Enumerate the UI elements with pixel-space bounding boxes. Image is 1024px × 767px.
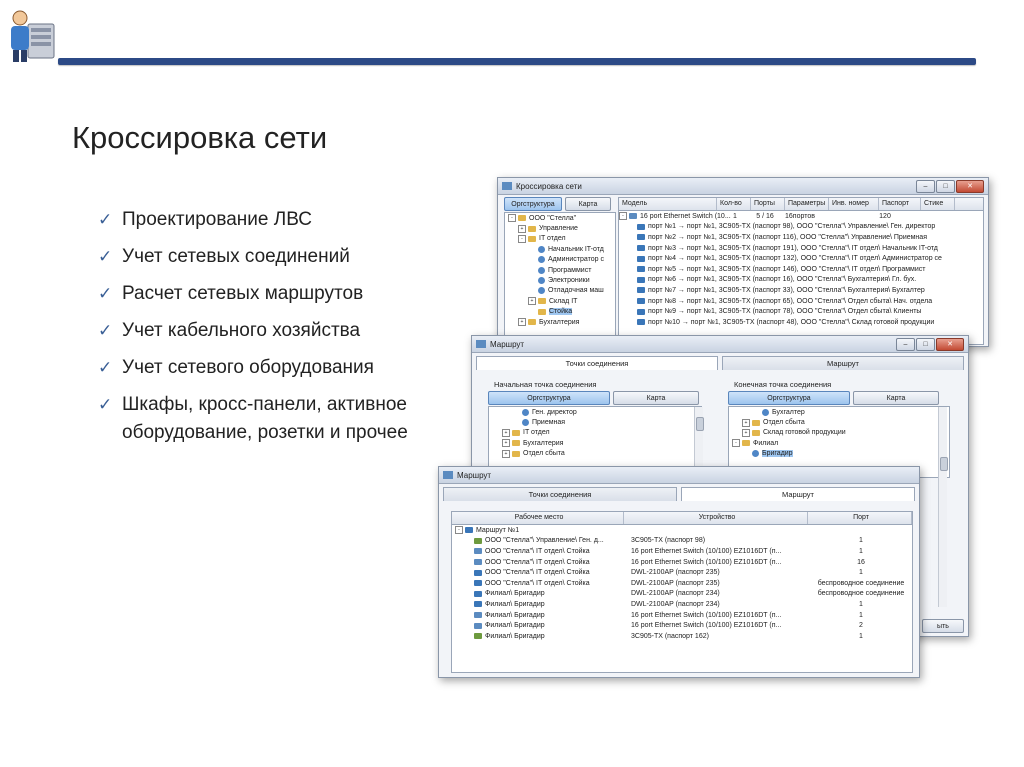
page-title: Кроссировка сети: [72, 120, 328, 155]
port-row[interactable]: [619, 243, 983, 254]
column-header[interactable]: Кол-во: [717, 198, 751, 210]
tree-node-label: Управление: [539, 225, 578, 233]
cable-icon: [637, 309, 645, 315]
route-icon: [465, 527, 473, 533]
tree-node-label: Начальник IT-отд: [548, 245, 604, 253]
tree-node[interactable]: [729, 417, 949, 427]
tree-node[interactable]: [505, 213, 615, 223]
cable-icon: [637, 266, 645, 272]
port-cell: 1: [859, 537, 863, 545]
workplace-cell: Филиал\ Бригадир: [485, 590, 545, 598]
expand-toggle[interactable]: +: [502, 429, 510, 437]
route-row[interactable]: [452, 546, 912, 557]
route-root-row[interactable]: - Маршрут №1: [452, 525, 912, 536]
cable-icon: [637, 224, 645, 230]
port-row[interactable]: [619, 296, 983, 307]
port-connection-text: порт №4 → порт №1, 3C905-TX (паспорт 132), ООО "Стелла"\ IT отдел\ Администратор се: [648, 255, 942, 263]
column-header[interactable]: Порты: [751, 198, 785, 210]
collapse-toggle[interactable]: -: [619, 212, 627, 220]
start-point-label: Начальная точка соединения: [494, 380, 597, 389]
port-row[interactable]: [619, 317, 983, 328]
column-header[interactable]: Параметры: [785, 198, 829, 210]
port-connection-text: порт №3 → порт №1, 3C905-TX (паспорт 191), ООО "Стелла"\ IT отдел\ Начальник IT-отд: [648, 244, 938, 252]
switch-icon: [474, 548, 482, 554]
tree-node[interactable]: [729, 407, 949, 417]
device-cell: 16 port Ethernet Switch (10/100) EZ1016DT (п...: [631, 547, 782, 555]
tree-node-label: Склад IT: [549, 297, 578, 305]
person-icon: [538, 267, 545, 274]
expand-toggle[interactable]: -: [518, 235, 526, 243]
map-button[interactable]: Карта: [613, 391, 699, 405]
column-header[interactable]: Стике: [921, 198, 955, 210]
scroll-thumb[interactable]: [696, 417, 704, 431]
tree-node-label: Ген. директор: [532, 408, 577, 416]
cable-icon: [637, 319, 645, 325]
route-row[interactable]: [452, 599, 912, 610]
orgstructure-button[interactable]: Оргструктура: [728, 391, 850, 405]
switch-icon: [474, 623, 482, 629]
tree-node[interactable]: [505, 286, 615, 296]
route-row[interactable]: [452, 620, 912, 631]
port-connection-text: порт №8 → порт №1, 3C905-TX (паспорт 65), ООО "Стелла"\ Отдел сбыта\ Нач. отдела: [648, 297, 933, 305]
tree-node[interactable]: [489, 449, 701, 459]
port-cell: беспроводное соединение: [817, 579, 905, 587]
device-cell: DWL-2100AP (паспорт 235): [631, 569, 720, 577]
device-cell: DWL-2100AP (паспорт 234): [631, 600, 720, 608]
route-row[interactable]: [452, 567, 912, 578]
expand-toggle[interactable]: +: [518, 318, 526, 326]
column-header[interactable]: Порт: [808, 512, 912, 524]
person-icon: [522, 419, 529, 426]
person-icon: [762, 409, 769, 416]
person-icon: [538, 246, 545, 253]
tree-node-label: Электроники: [548, 277, 590, 285]
equipment-grid[interactable]: [618, 197, 984, 345]
route-icon: [443, 471, 453, 479]
workplace-cell: ООО "Стелла"\ IT отдел\ Стойка: [485, 569, 590, 577]
device-cell: DWL-2100AP (паспорт 234): [631, 590, 720, 598]
tree-node[interactable]: [505, 296, 615, 306]
tab-route[interactable]: Маршрут: [722, 356, 964, 370]
start-tree-scrollbar[interactable]: [694, 407, 703, 475]
grid-header: [619, 198, 983, 211]
tree-node[interactable]: [729, 428, 949, 438]
port-connection-text: порт №10 → порт №1, 3C905-TX (паспорт 48), ООО "Стелла"\ Склад готовой продукции: [648, 318, 935, 326]
port-cell: 1: [859, 632, 863, 640]
end-point-label: Конечная точка соединения: [734, 380, 832, 389]
workplace-cell: Филиал\ Бригадир: [485, 632, 545, 640]
tree-node-label: Приемная: [532, 419, 566, 427]
net-icon: [474, 570, 482, 576]
port-cell: 16: [857, 558, 865, 566]
workplace-cell: ООО "Стелла"\ Управление\ Ген. д...: [485, 537, 604, 545]
tree-node-label: Филиал: [753, 439, 779, 447]
bullet-item: ✓ Шкафы, кросс-панели, активное оборудование, розетки и прочее: [98, 391, 458, 447]
tree-node-label: IT отдел: [539, 235, 566, 243]
port-connection-text: порт №2 → порт №1, 3C905-TX (паспорт 116), ООО "Стелла"\ Управление\ Приемная: [648, 233, 927, 241]
tab-route[interactable]: Маршрут: [681, 487, 915, 501]
maximize-button[interactable]: □: [916, 338, 935, 351]
column-header[interactable]: Модель: [619, 198, 717, 210]
tree-node-label: Стойка: [549, 308, 573, 316]
net-icon: [474, 601, 482, 607]
close-button[interactable]: ✕: [936, 338, 964, 351]
folder-icon: [512, 440, 520, 446]
column-header[interactable]: Рабочее место: [452, 512, 624, 524]
expand-toggle[interactable]: +: [528, 297, 536, 305]
tree-node[interactable]: [729, 449, 949, 459]
network-icon: [502, 182, 512, 190]
expand-toggle[interactable]: -: [732, 439, 740, 447]
device-cell: 3C905-TX (паспорт 162): [631, 632, 709, 640]
tree-node[interactable]: [505, 307, 615, 317]
dev-icon: [474, 633, 482, 639]
folder-icon: [528, 319, 536, 325]
person-icon: [538, 256, 545, 263]
switch-icon: [474, 612, 482, 618]
tree-node[interactable]: [729, 438, 949, 448]
tree-node-label: IT отдел: [523, 429, 550, 437]
workplace-cell: ООО "Стелла"\ IT отдел\ Стойка: [485, 547, 590, 555]
net-icon: [474, 580, 482, 586]
tree-node-label: Склад готовой продукции: [763, 429, 846, 437]
tree-node-label: ООО "Стелла": [529, 214, 577, 222]
bullet-item: ✓ Учет сетевого оборудования: [98, 354, 458, 382]
window-titlebar[interactable]: Маршрут – □ ✕: [472, 336, 968, 353]
checkmark-icon: ✓: [98, 358, 113, 377]
folder-icon: [752, 420, 760, 426]
tree-node[interactable]: [505, 265, 615, 275]
tree-node-label: Администратор с: [548, 256, 604, 264]
checkmark-icon: ✓: [98, 395, 113, 414]
tree-node-label: Программист: [548, 266, 592, 274]
column-header[interactable]: Инв. номер: [829, 198, 879, 210]
maximize-button[interactable]: □: [936, 180, 955, 193]
tree-node-label: Бухгалтер: [772, 408, 805, 416]
expand-toggle[interactable]: -: [508, 214, 516, 222]
tree-node[interactable]: [505, 234, 615, 244]
folder-icon: [518, 215, 526, 221]
switch-row[interactable]: - 16 port Ethernet Switch (10... 1 5 / 16 16портов 120: [619, 211, 983, 222]
cable-icon: [637, 287, 645, 293]
tree-node-label: Бригадир: [762, 450, 793, 458]
checkmark-icon: ✓: [98, 321, 113, 340]
tree-node[interactable]: [489, 407, 701, 417]
company-logo-icon: [6, 6, 58, 64]
port-row[interactable]: [619, 232, 983, 243]
workplace-cell: Филиал\ Бригадир: [485, 600, 545, 608]
folder-icon: [538, 298, 546, 304]
grid-header: [452, 512, 912, 525]
tab-connection-points[interactable]: Точки соединения: [443, 487, 677, 501]
tree-node-label: Бухгалтерия: [539, 318, 580, 326]
checkmark-icon: ✓: [98, 210, 113, 229]
column-header[interactable]: Паспорт: [879, 198, 921, 210]
port-row[interactable]: [619, 285, 983, 296]
device-cell: 16 port Ethernet Switch (10/100) EZ1016DT (п...: [631, 611, 782, 619]
window-titlebar[interactable]: Маршрут: [439, 467, 919, 484]
bullet-item: ✓ Проектирование ЛВС: [98, 206, 458, 234]
route-grid[interactable]: [451, 511, 913, 673]
tree-node-label: Отдел сбыта: [763, 419, 805, 427]
folder-icon: [528, 226, 536, 232]
net-icon: [474, 591, 482, 597]
minimize-button[interactable]: –: [896, 338, 915, 351]
end-tree-scrollbar[interactable]: [938, 407, 947, 607]
tree-node[interactable]: [505, 317, 615, 327]
expand-toggle[interactable]: +: [742, 429, 750, 437]
expand-toggle[interactable]: +: [742, 419, 750, 427]
org-tree[interactable]: [504, 212, 616, 344]
tree-node[interactable]: [489, 417, 701, 427]
tree-node[interactable]: [505, 275, 615, 285]
port-cell: 1: [859, 600, 863, 608]
cable-icon: [637, 256, 645, 262]
workplace-cell: ООО "Стелла"\ IT отдел\ Стойка: [485, 558, 590, 566]
device-cell: 16 port Ethernet Switch (10/100) EZ1016DT (п...: [631, 558, 782, 566]
port-cell: 2: [859, 622, 863, 630]
tree-node[interactable]: [489, 438, 701, 448]
switch-icon: [474, 559, 482, 565]
workplace-cell: ООО "Стелла"\ IT отдел\ Стойка: [485, 579, 590, 587]
cross-connect-window: [497, 177, 989, 347]
folder-icon: [538, 309, 546, 315]
person-icon: [522, 409, 529, 416]
route-row[interactable]: [452, 578, 912, 589]
tree-node-label: Отладочная маш: [548, 287, 604, 295]
port-row[interactable]: [619, 253, 983, 264]
device-cell: 3C905-TX (паспорт 98): [631, 537, 706, 545]
port-row[interactable]: [619, 264, 983, 275]
header-rule: [58, 58, 976, 65]
bullet-item: ✓ Расчет сетевых маршрутов: [98, 280, 458, 308]
port-connection-text: порт №5 → порт №1, 3C905-TX (паспорт 146), ООО "Стелла"\ IT отдел\ Программист: [648, 265, 926, 273]
bullet-item: ✓ Учет кабельного хозяйства: [98, 317, 458, 345]
folder-icon: [512, 430, 520, 436]
window-titlebar[interactable]: Кроссировка сети – □ ✕: [498, 178, 988, 195]
column-header[interactable]: Устройство: [624, 512, 808, 524]
tab-connection-points[interactable]: Точки соединения: [476, 356, 718, 370]
dev-icon: [474, 538, 482, 544]
minimize-button[interactable]: –: [916, 180, 935, 193]
route-row[interactable]: [452, 536, 912, 547]
port-cell: 1: [859, 569, 863, 577]
tree-node[interactable]: [505, 244, 615, 254]
folder-icon: [512, 451, 520, 457]
person-icon: [538, 277, 545, 284]
port-connection-text: порт №7 → порт №1, 3C905-TX (паспорт 33), ООО "Стелла"\ Бухгалтерия\ Бухгалтер: [648, 286, 925, 294]
port-connection-text: порт №9 → порт №1, 3C905-TX (паспорт 78), ООО "Стелла"\ Отдел сбыта\ Клиенты: [648, 308, 922, 316]
scroll-thumb[interactable]: [940, 457, 948, 471]
map-button[interactable]: Карта: [853, 391, 939, 405]
collapse-toggle[interactable]: -: [455, 526, 463, 534]
route-row[interactable]: [452, 589, 912, 600]
port-cell: 1: [859, 547, 863, 555]
expand-toggle[interactable]: +: [502, 439, 510, 447]
route-icon: [476, 340, 486, 348]
cable-icon: [637, 245, 645, 251]
partial-button[interactable]: ыть: [922, 619, 964, 633]
tree-node[interactable]: [505, 223, 615, 233]
orgstructure-button[interactable]: Оргструктура: [504, 197, 562, 211]
port-row[interactable]: [619, 275, 983, 286]
route-row[interactable]: [452, 631, 912, 642]
tree-node[interactable]: [489, 428, 701, 438]
folder-icon: [528, 236, 536, 242]
route-row[interactable]: [452, 610, 912, 621]
cable-icon: [637, 277, 645, 283]
orgstructure-button[interactable]: Оргструктура: [488, 391, 610, 405]
tree-node[interactable]: [505, 255, 615, 265]
close-button[interactable]: ✕: [956, 180, 984, 193]
route-row[interactable]: [452, 557, 912, 568]
port-connection-text: порт №1 → порт №1, 3C905-TX (паспорт 98), ООО "Стелла"\ Управление\ Ген. директор: [648, 223, 936, 231]
tree-node-label: Отдел сбыта: [523, 450, 565, 458]
person-icon: [538, 287, 545, 294]
bullet-list: [98, 206, 458, 456]
bullet-item: ✓ Учет сетевых соединений: [98, 243, 458, 271]
checkmark-icon: ✓: [98, 284, 113, 303]
workplace-cell: Филиал\ Бригадир: [485, 611, 545, 619]
port-cell: 1: [859, 611, 863, 619]
checkmark-icon: ✓: [98, 247, 113, 266]
cable-icon: [637, 234, 645, 240]
folder-icon: [742, 440, 750, 446]
expand-toggle[interactable]: +: [502, 450, 510, 458]
switch-icon: [629, 213, 637, 219]
folder-icon: [752, 430, 760, 436]
cable-icon: [637, 298, 645, 304]
device-cell: 16 port Ethernet Switch (10/100) EZ1016DT (п...: [631, 622, 782, 630]
device-cell: DWL-2100AP (паспорт 235): [631, 579, 720, 587]
port-row[interactable]: [619, 306, 983, 317]
workplace-cell: Филиал\ Бригадир: [485, 622, 545, 630]
route-window: [438, 466, 920, 678]
expand-toggle[interactable]: +: [518, 225, 526, 233]
port-connection-text: порт №6 → порт №1, 3C905-TX (паспорт 16), ООО "Стелла"\ Бухгалтерия\ Гл. бух.: [648, 276, 917, 284]
port-row[interactable]: [619, 222, 983, 233]
map-button[interactable]: Карта: [565, 197, 611, 211]
person-icon: [752, 450, 759, 457]
tree-node-label: Бухгалтерия: [523, 439, 564, 447]
port-cell: беспроводное соединение: [817, 590, 905, 598]
